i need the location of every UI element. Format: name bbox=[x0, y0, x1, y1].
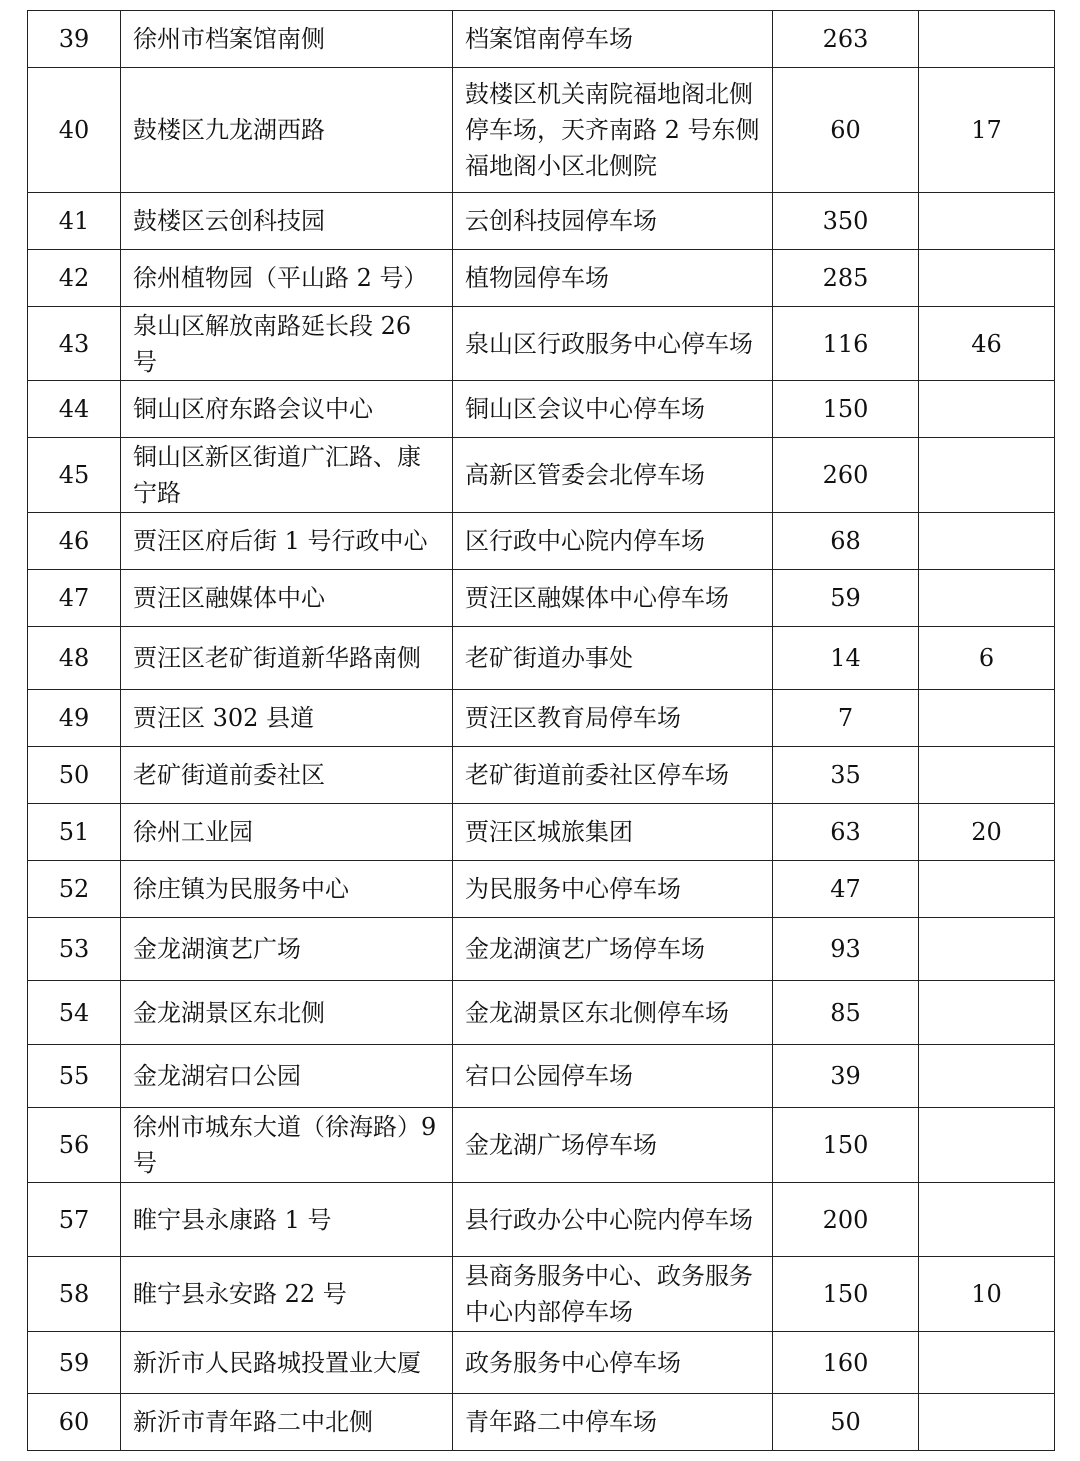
cell-parking-lot: 植物园停车场 bbox=[453, 250, 773, 307]
cell-location: 泉山区解放南路延长段 26 号 bbox=[121, 307, 453, 381]
table-row bbox=[28, 193, 1055, 250]
table-row bbox=[28, 11, 1055, 68]
cell-spaces: 150 bbox=[773, 1257, 919, 1332]
cell-number: 41 bbox=[28, 193, 121, 250]
cell-number: 42 bbox=[28, 250, 121, 307]
cell-extra bbox=[919, 690, 1055, 747]
cell-number: 47 bbox=[28, 570, 121, 627]
cell-number: 58 bbox=[28, 1257, 121, 1332]
table-row bbox=[28, 690, 1055, 747]
cell-parking-lot: 青年路二中停车场 bbox=[453, 1394, 773, 1451]
cell-number: 46 bbox=[28, 513, 121, 570]
cell-number: 54 bbox=[28, 981, 121, 1045]
cell-location: 鼓楼区九龙湖西路 bbox=[121, 68, 453, 193]
table-row bbox=[28, 1257, 1055, 1332]
cell-location: 徐庄镇为民服务中心 bbox=[121, 861, 453, 918]
cell-extra bbox=[919, 1394, 1055, 1451]
cell-extra bbox=[919, 981, 1055, 1045]
cell-spaces: 7 bbox=[773, 690, 919, 747]
cell-number: 53 bbox=[28, 918, 121, 981]
cell-number: 57 bbox=[28, 1183, 121, 1257]
table-row bbox=[28, 68, 1055, 193]
cell-parking-lot: 金龙湖演艺广场停车场 bbox=[453, 918, 773, 981]
table-body bbox=[28, 11, 1055, 1451]
cell-location: 徐州工业园 bbox=[121, 804, 453, 861]
cell-parking-lot: 政务服务中心停车场 bbox=[453, 1332, 773, 1394]
table-row bbox=[28, 1394, 1055, 1451]
cell-number: 51 bbox=[28, 804, 121, 861]
cell-location: 金龙湖景区东北侧 bbox=[121, 981, 453, 1045]
cell-extra bbox=[919, 438, 1055, 513]
cell-extra bbox=[919, 250, 1055, 307]
table-row bbox=[28, 804, 1055, 861]
cell-spaces: 63 bbox=[773, 804, 919, 861]
table-row bbox=[28, 981, 1055, 1045]
cell-parking-lot: 县商务服务中心、政务服务中心内部停车场 bbox=[453, 1257, 773, 1332]
table-row bbox=[28, 747, 1055, 804]
cell-parking-lot: 为民服务中心停车场 bbox=[453, 861, 773, 918]
table-row bbox=[28, 307, 1055, 381]
cell-extra bbox=[919, 381, 1055, 438]
cell-extra: 17 bbox=[919, 68, 1055, 193]
cell-spaces: 116 bbox=[773, 307, 919, 381]
cell-parking-lot: 宕口公园停车场 bbox=[453, 1045, 773, 1108]
table-row bbox=[28, 250, 1055, 307]
cell-spaces: 50 bbox=[773, 1394, 919, 1451]
cell-parking-lot: 档案馆南停车场 bbox=[453, 11, 773, 68]
cell-number: 48 bbox=[28, 627, 121, 690]
cell-parking-lot: 鼓楼区机关南院福地阁北侧停车场，天齐南路 2 号东侧福地阁小区北侧院 bbox=[453, 68, 773, 193]
cell-location: 金龙湖宕口公园 bbox=[121, 1045, 453, 1108]
cell-extra bbox=[919, 1108, 1055, 1183]
cell-number: 55 bbox=[28, 1045, 121, 1108]
cell-spaces: 93 bbox=[773, 918, 919, 981]
cell-extra bbox=[919, 861, 1055, 918]
cell-spaces: 150 bbox=[773, 381, 919, 438]
cell-parking-lot: 贾汪区城旅集团 bbox=[453, 804, 773, 861]
table-row bbox=[28, 627, 1055, 690]
cell-parking-lot: 云创科技园停车场 bbox=[453, 193, 773, 250]
cell-extra bbox=[919, 11, 1055, 68]
cell-extra bbox=[919, 747, 1055, 804]
cell-spaces: 200 bbox=[773, 1183, 919, 1257]
table-row bbox=[28, 1183, 1055, 1257]
parking-lot-table bbox=[27, 10, 1055, 1451]
cell-number: 39 bbox=[28, 11, 121, 68]
cell-spaces: 263 bbox=[773, 11, 919, 68]
cell-number: 49 bbox=[28, 690, 121, 747]
cell-number: 40 bbox=[28, 68, 121, 193]
cell-spaces: 60 bbox=[773, 68, 919, 193]
cell-location: 睢宁县永康路 1 号 bbox=[121, 1183, 453, 1257]
cell-parking-lot: 老矿街道办事处 bbox=[453, 627, 773, 690]
cell-location: 徐州市城东大道（徐海路）9 号 bbox=[121, 1108, 453, 1183]
cell-number: 60 bbox=[28, 1394, 121, 1451]
cell-spaces: 150 bbox=[773, 1108, 919, 1183]
cell-parking-lot: 金龙湖广场停车场 bbox=[453, 1108, 773, 1183]
cell-extra bbox=[919, 193, 1055, 250]
table-row bbox=[28, 918, 1055, 981]
cell-number: 52 bbox=[28, 861, 121, 918]
cell-location: 铜山区新区街道广汇路、康宁路 bbox=[121, 438, 453, 513]
cell-parking-lot: 区行政中心院内停车场 bbox=[453, 513, 773, 570]
cell-location: 新沂市青年路二中北侧 bbox=[121, 1394, 453, 1451]
cell-location: 老矿街道前委社区 bbox=[121, 747, 453, 804]
table-row bbox=[28, 1108, 1055, 1183]
cell-number: 44 bbox=[28, 381, 121, 438]
cell-extra bbox=[919, 918, 1055, 981]
cell-spaces: 85 bbox=[773, 981, 919, 1045]
cell-number: 56 bbox=[28, 1108, 121, 1183]
table-row bbox=[28, 438, 1055, 513]
cell-number: 59 bbox=[28, 1332, 121, 1394]
cell-spaces: 350 bbox=[773, 193, 919, 250]
table-row bbox=[28, 381, 1055, 438]
cell-parking-lot: 金龙湖景区东北侧停车场 bbox=[453, 981, 773, 1045]
cell-spaces: 39 bbox=[773, 1045, 919, 1108]
cell-location: 新沂市人民路城投置业大厦 bbox=[121, 1332, 453, 1394]
cell-location: 徐州市档案馆南侧 bbox=[121, 11, 453, 68]
cell-location: 贾汪区府后街 1 号行政中心 bbox=[121, 513, 453, 570]
cell-location: 铜山区府东路会议中心 bbox=[121, 381, 453, 438]
cell-number: 50 bbox=[28, 747, 121, 804]
cell-extra bbox=[919, 1183, 1055, 1257]
cell-parking-lot: 老矿街道前委社区停车场 bbox=[453, 747, 773, 804]
cell-extra: 20 bbox=[919, 804, 1055, 861]
cell-extra bbox=[919, 1332, 1055, 1394]
cell-parking-lot: 贾汪区融媒体中心停车场 bbox=[453, 570, 773, 627]
cell-spaces: 260 bbox=[773, 438, 919, 513]
cell-spaces: 35 bbox=[773, 747, 919, 804]
cell-parking-lot: 高新区管委会北停车场 bbox=[453, 438, 773, 513]
cell-parking-lot: 贾汪区教育局停车场 bbox=[453, 690, 773, 747]
cell-location: 金龙湖演艺广场 bbox=[121, 918, 453, 981]
cell-extra bbox=[919, 513, 1055, 570]
cell-spaces: 47 bbox=[773, 861, 919, 918]
cell-extra: 10 bbox=[919, 1257, 1055, 1332]
cell-parking-lot: 铜山区会议中心停车场 bbox=[453, 381, 773, 438]
cell-spaces: 285 bbox=[773, 250, 919, 307]
cell-spaces: 160 bbox=[773, 1332, 919, 1394]
cell-parking-lot: 县行政办公中心院内停车场 bbox=[453, 1183, 773, 1257]
cell-extra bbox=[919, 1045, 1055, 1108]
cell-location: 鼓楼区云创科技园 bbox=[121, 193, 453, 250]
cell-extra: 46 bbox=[919, 307, 1055, 381]
table-row bbox=[28, 513, 1055, 570]
cell-spaces: 68 bbox=[773, 513, 919, 570]
cell-extra: 6 bbox=[919, 627, 1055, 690]
cell-spaces: 59 bbox=[773, 570, 919, 627]
cell-parking-lot: 泉山区行政服务中心停车场 bbox=[453, 307, 773, 381]
table-row bbox=[28, 861, 1055, 918]
cell-location: 睢宁县永安路 22 号 bbox=[121, 1257, 453, 1332]
cell-number: 45 bbox=[28, 438, 121, 513]
cell-spaces: 14 bbox=[773, 627, 919, 690]
cell-extra bbox=[919, 570, 1055, 627]
cell-location: 贾汪区老矿街道新华路南侧 bbox=[121, 627, 453, 690]
cell-location: 贾汪区 302 县道 bbox=[121, 690, 453, 747]
cell-number: 43 bbox=[28, 307, 121, 381]
table-row bbox=[28, 1332, 1055, 1394]
table-row bbox=[28, 570, 1055, 627]
cell-location: 徐州植物园（平山路 2 号） bbox=[121, 250, 453, 307]
cell-location: 贾汪区融媒体中心 bbox=[121, 570, 453, 627]
table-row bbox=[28, 1045, 1055, 1108]
